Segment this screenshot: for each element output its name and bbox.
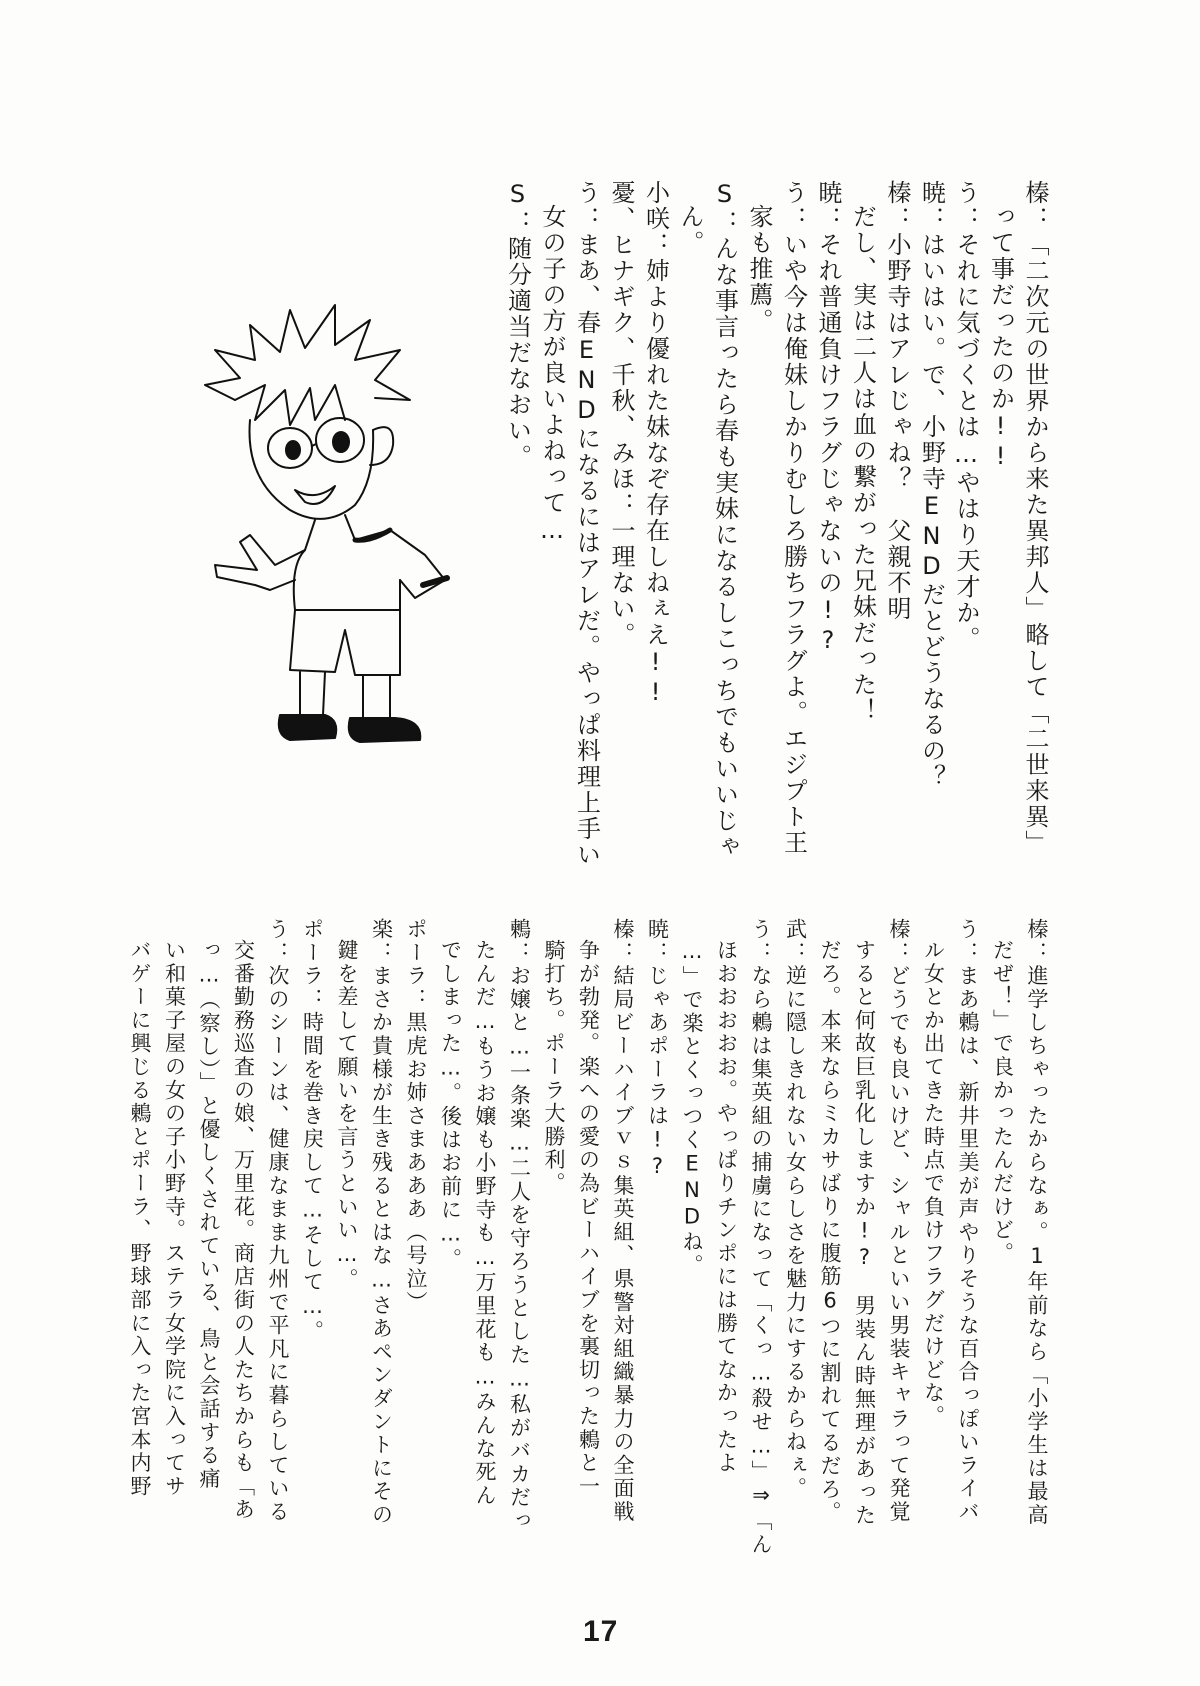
dialogue-line: って事だったのか!! [986, 204, 1015, 472]
dialogue-line: 家も推薦。 [745, 204, 773, 334]
dialogue-line: S：随分適当だなおい。 [503, 180, 532, 470]
dialogue-line: 争が勃発。楽への愛の為ビーハイブを裏切った鶫と一 [576, 939, 601, 1499]
dialogue-line: ル女とか出てきた時点で負けフラグだけどな。 [921, 939, 946, 1429]
dialogue-line: 榛：どうでも良いけど、シャルといい男装キャラって発覚 [887, 918, 911, 1524]
dialogue-line: すると何故巨乳化しますか!? 男装ん時無理があった [852, 939, 877, 1528]
dialogue-line: 鍵を差して願いを言うといい…。 [335, 939, 359, 1292]
dialogue-line: でしまった…。後はお前に…。 [438, 939, 463, 1272]
dialogue-line: う：まあ、春ENDになるにはアレだ。やっぱ料理上手い [572, 180, 601, 868]
dialogue-line: 暁：じゃあポーラは!? [645, 918, 670, 1181]
dialogue-line: 騎打ち。ポーラ大勝利。 [542, 939, 566, 1196]
dialogue-line: 鶫：お嬢と…一条楽…二人を守ろうとした…私がバカだっ [507, 918, 532, 1533]
dialogue-line: 榛：進学しちゃったからなぁ。1年前なら「小学生は最高 [1025, 918, 1049, 1527]
dialogue-line: 榛：「二次元の世界から来た異邦人」略して「二世来異」 [1021, 180, 1049, 856]
dialogue-line: 暁：はいはい。で、小野寺ENDだとどうなるの？ [917, 180, 946, 790]
dialogue-line: 楽：まさか貴様が生き残るとはな…さあペンダントにその [369, 918, 394, 1527]
dialogue-line: たんだ…もうお嬢も小野寺も…万里花も…みんな死ん [473, 939, 497, 1508]
dialogue-line: 榛：結局ビーハイブｖｓ集英組、県警対組織暴力の全面戦 [611, 918, 635, 1524]
dialogue-line: S：んな事言ったら春も実妹になるしこっちでもいいじゃ [710, 180, 739, 860]
dialogue-line: 武：逆に隠しきれない女らしさを魅力にするからねぇ。 [783, 918, 808, 1501]
dialogue-line: 榛：小野寺はアレじゃね？ 父親不明 [883, 180, 911, 622]
dialogue-line: う：それに気づくとは…やはり天才か。 [952, 180, 980, 652]
dialogue-line: だぜ！」で良かったんだけど。 [990, 939, 1015, 1266]
dialogue-line: だし、実は二人は血の繋がった兄妹だった！ [848, 204, 877, 724]
dialogue-line: ポーラ：時間を巻き戻して…そして…。 [300, 918, 325, 1344]
dialogue-line: 小咲：姉より優れた妹なぞ存在しねぇえ!! [641, 180, 670, 708]
dialogue-line: う：なら鶫は集英組の捕虜になって「くっ…殺せ…」⇒「ん [749, 918, 773, 1557]
dialogue-line: バゲーに興じる鶫とポーラ、野球部に入った宮本内野 [128, 939, 152, 1499]
dialogue-line: 女の子の方が良いよねって… [538, 204, 566, 546]
dialogue-line: ん。 [676, 204, 704, 256]
dialogue-line: 暁：それ普通負けフラグじゃないの!? [814, 180, 842, 656]
dialogue-line: う：まあ鶫は、新井里美が声やりそうな百合っぽいライバ [956, 918, 980, 1524]
dialogue-line: ポーラ：黒虎お姉さまあああ（号泣） [404, 918, 428, 1315]
dialogue-line: 交番勤務巡査の娘、万里花。商店街の人たちからも「あ [231, 939, 256, 1522]
page-number: 17 [583, 1615, 619, 1648]
dialogue-line: う：次のシーンは、健康なまま九州で平凡に暮らしている [266, 918, 290, 1524]
upper-dialogue-block [500, 180, 1052, 900]
dialogue-line: …」で楽とくっつくENDね。 [680, 939, 704, 1278]
character-illustration [195, 280, 475, 760]
dialogue-line: い和菓子屋の女の子小野寺。ステラ女学院に入ってサ [162, 939, 187, 1499]
lower-dialogue-block [123, 918, 1055, 1568]
dialogue-line: っ…（察し）」と優しくされている、鳥と会話する痛 [197, 939, 221, 1491]
dialogue-line: だろ。本来ならミカサばりに腹筋6つに割れてるだろ。 [818, 939, 842, 1525]
dialogue-line: う：いや今は俺妹しかりむしろ勝ちフラグよ。エジプト王 [779, 180, 808, 856]
dialogue-line: 憂、ヒナギク、千秋、みほ：一理ない。 [607, 180, 635, 648]
dialogue-line: ほおおおおお。やっぱりチンポには勝てなかったよ [714, 939, 739, 1475]
